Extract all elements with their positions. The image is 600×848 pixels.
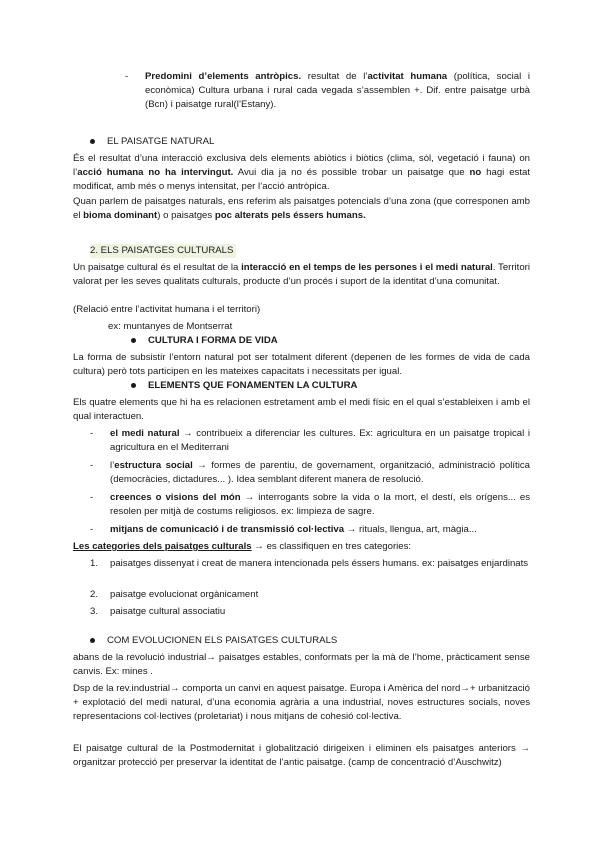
elements-paragraph: Els quatre elements que hi ha es relacionen estretament amb el medi físic en el qual s’estableixen i amb el qual interactuen. bbox=[73, 397, 530, 423]
bullet-icon bbox=[131, 338, 136, 343]
intro-item-text bbox=[145, 70, 530, 112]
natural-heading bbox=[90, 135, 214, 149]
dash-marker: - bbox=[125, 71, 129, 82]
natural-paragraph-2: Quan parlem de paisatges naturals, ens referim als paisatges potencials d’una zona (que corresponen amb el bioma dominant) o paisatges poc alterats pels éssers humans. bbox=[73, 196, 530, 222]
bullet-icon bbox=[131, 383, 136, 388]
evolution-heading: COM EVOLUCIONEN ELS PAISATGES CULTURALS bbox=[90, 634, 337, 648]
subheading-culture: CULTURA I FORMA DE VIDA bbox=[131, 334, 278, 348]
element-item-1: - el medi natural → contribueix a diferenciar les cultures. Ex: agricultura en un paisatge tropical i agricultura en el Mediterrani bbox=[90, 428, 530, 454]
cultural-paragraph-1: Un paisatge cultural és el resultat de la interacció en el temps de les persones i el medi natural. Territori valorat per les seves qualitats culturals, producte d’un procés i suport de la identitat d’una comunitat. bbox=[73, 262, 531, 288]
element-item-4: - mitjans de comunicació i de transmissió col·lectiva → rituals, llengua, art, màgia... bbox=[90, 524, 477, 535]
intro-list-item bbox=[125, 70, 530, 112]
cultural-example: ex: muntanyes de Montserrat bbox=[108, 321, 233, 332]
intro-item-text-1: resultat de l’ bbox=[301, 71, 368, 82]
intro-item-text-2: (política, social i econòmica) Cultura urbana i rural cada vegada s’assemblen +. Dif. entre paisatge urbà (Bcn) i paisatge rural(l’Estany). bbox=[145, 71, 530, 111]
categories-lead: Les categories dels paisatges culturals → es classifiquen en tres categories: bbox=[73, 541, 412, 552]
subheading-elements: ELEMENTS QUE FONAMENTEN LA CULTURA bbox=[131, 379, 357, 393]
culture-paragraph: La forma de subsistir l’entorn natural pot ser totalment diferent (depenen de les formes de vida de cada cultura) però tots participen en les mateixes capacitats i necessitats per igual. bbox=[73, 352, 530, 378]
cultural-heading: 2. ELS PAISATGES CULTURALS bbox=[90, 244, 236, 258]
evolution-paragraph-3: El paisatge cultural de la Postmodernitat i globalització dirigeixen i eliminen els paisatges anteriors → organitzar protecció per preservar la identitat de l’antic paisatge. (camp de concentració d’Auschwitz) bbox=[73, 743, 530, 769]
intro-item-bold: Predomini d’elements antròpics. bbox=[145, 71, 302, 82]
evolution-paragraph-1: abans de la revolució industrial→ paisatges estables, conformats per la mà de l’home, pràcticament sense canvis. Ex: mines . bbox=[73, 652, 530, 678]
natural-paragraph-1: És el resultat d’una interacció exclusiva dels elements abiòtics i biòtics (clima, sòl, vegetació i fauna) on l’acció humana no ha intervingut. Avui dia ja no és possible trobar un paisatge que no hagi estat modificat, amb més o menys intensitat, per l’acció antròpica. bbox=[73, 153, 530, 193]
element-item-3: - creences o visions del món → interrogants sobre la vida o la mort, el destí, els orígens... es resolen per mitjà de costums religiosos. ex: limpieza de sagre. bbox=[90, 492, 530, 518]
natural-heading-text: EL PAISATGE NATURAL bbox=[107, 136, 215, 147]
category-item-3: 3. paisatge cultural associatiu bbox=[90, 606, 226, 617]
evolution-paragraph-2: Dsp de la rev.industrial→ comporta un canvi en aquest paisatge. Europa i Amèrica del nord→+ urbanització + explotació del medi natural, d’una economia agrària a una industrial, noves estructures socials, noves representacions col·lectives (proletariat) i nous mitjans de cohesió col·lectiva. bbox=[73, 683, 530, 723]
bullet-icon bbox=[90, 638, 95, 643]
intro-item-bold-2: activitat humana bbox=[367, 71, 448, 82]
element-item-2: - l’estructura social → formes de parentiu, de governament, organització, administració política (democràcies, dictadures... ). Idea semblant diferent manera de resolució. bbox=[90, 460, 530, 486]
category-item-1: 1. paisatges dissenyat i creat de manera intencionada pels éssers humans. ex: paisatges enjardinats bbox=[90, 558, 529, 569]
category-item-2: 2. paisatge evolucionat orgànicament bbox=[90, 589, 259, 600]
bullet-icon bbox=[90, 139, 95, 144]
cultural-paragraph-2: (Relació entre l’activitat humana i el territori) bbox=[73, 304, 261, 315]
